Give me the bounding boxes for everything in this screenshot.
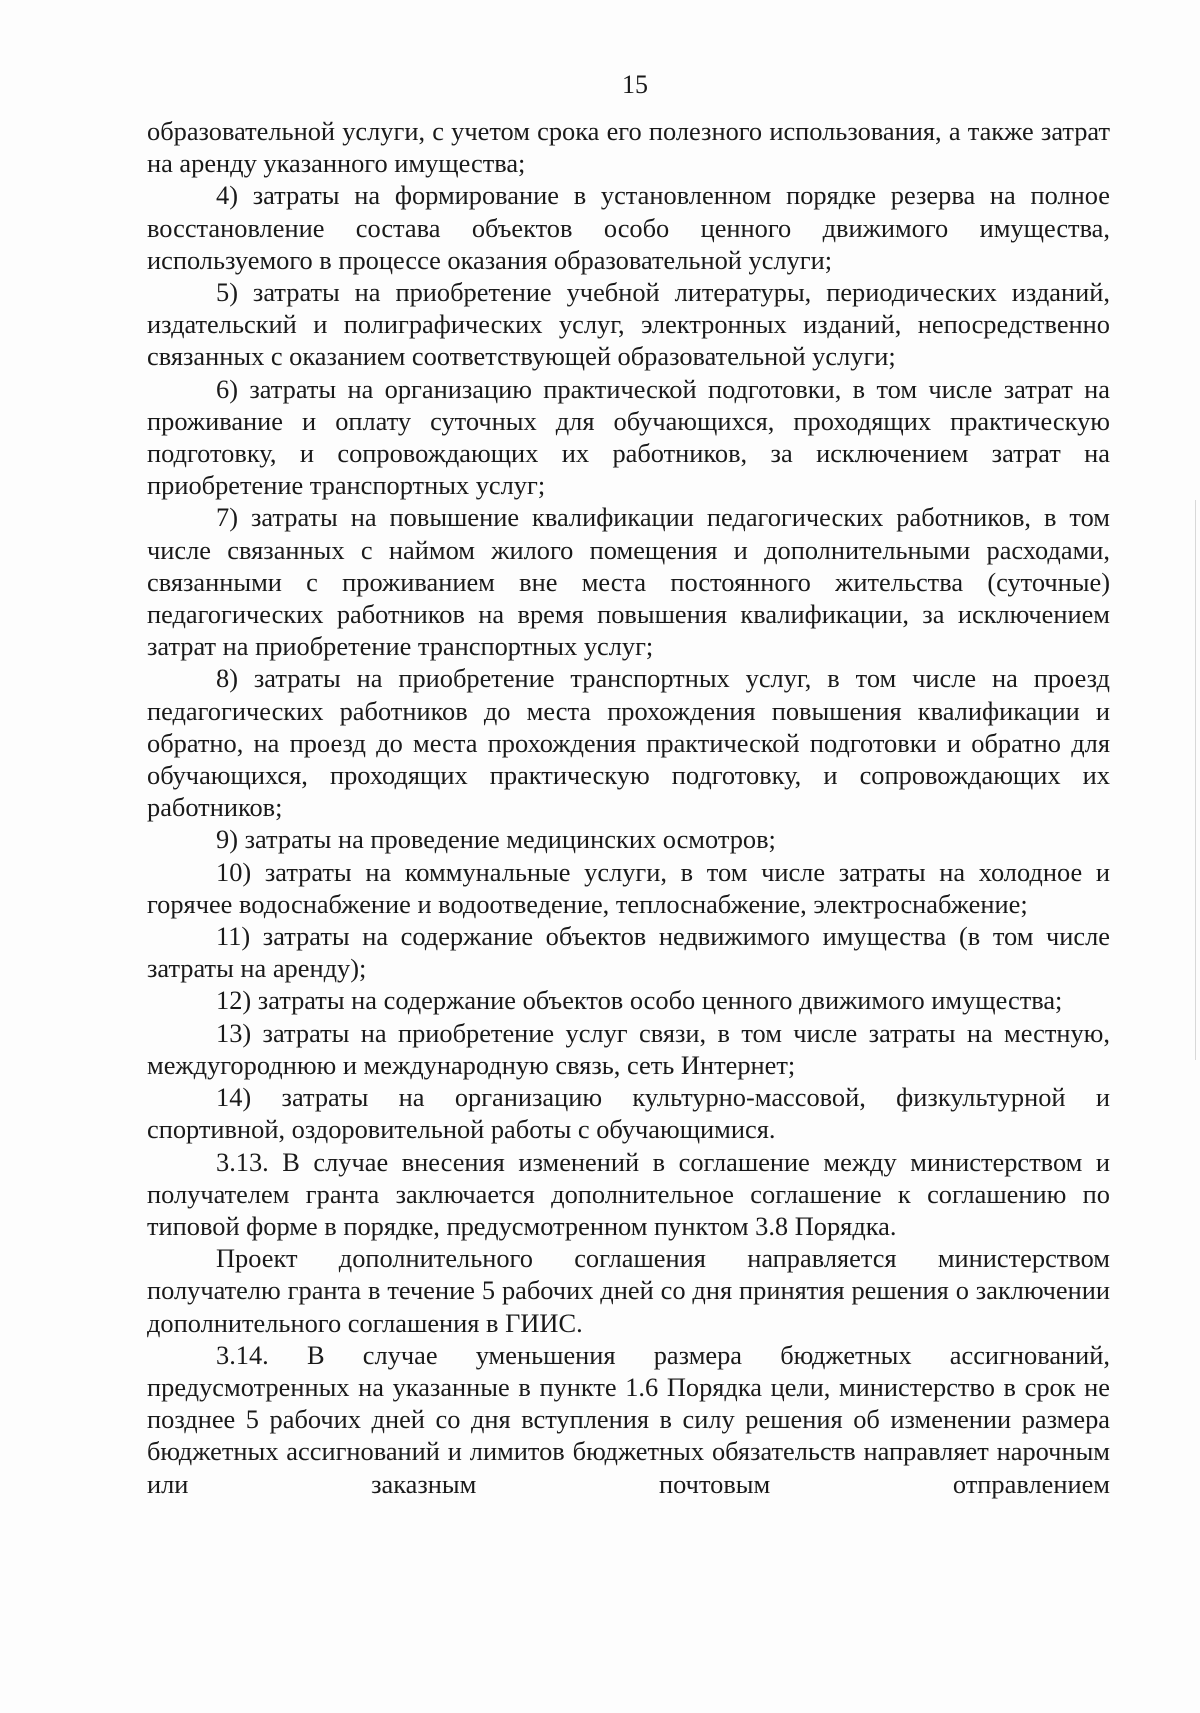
- paragraph-item-5: 5) затраты на приобретение учебной литературы, периодических изданий, издательский и полиграфических услуг, электронных изданий, непосредственно связанных с оказанием соответствующей образовательной услуги;: [147, 277, 1110, 372]
- paragraph-item-9: 9) затраты на проведение медицинских осмотров;: [216, 824, 776, 855]
- paragraph-continuation: образовательной услуги, с учетом срока его полезного использования, а также затрат на аренду указанного имущества;: [147, 116, 1110, 179]
- paragraph-item-7: 7) затраты на повышение квалификации педагогических работников, в том числе связанных с наймом жилого помещения и дополнительными расходами, связанными с проживанием вне места постоянного жительства (суточные) педагогических работников на время повышения квалификации, за исключением затрат на приобретение транспортных услуг;: [147, 502, 1110, 662]
- scan-edge-line: [1195, 500, 1196, 1060]
- paragraph-draft-agreement: Проект дополнительного соглашения направляется министерством получателю гранта в течение 5 рабочих дней со дня принятия решения о заключении дополнительного соглашения в ГИИС.: [147, 1243, 1110, 1338]
- paragraph-item-14: 14) затраты на организацию культурно-массовой, физкультурной и спортивной, оздоровительной работы с обучающимися.: [147, 1082, 1110, 1145]
- page-number: 15: [622, 70, 648, 99]
- paragraph-item-4: 4) затраты на формирование в установленном порядке резерва на полное восстановление состава объектов особо ценного движимого имущества, используемого в процессе оказания образовательной услуги;: [147, 180, 1110, 275]
- paragraph-item-10: 10) затраты на коммунальные услуги, в том числе затраты на холодное и горячее водоснабжение и водоотведение, теплоснабжение, электроснабжение;: [147, 856, 1110, 919]
- paragraph-section-3-14: 3.14. В случае уменьшения размера бюджетных ассигнований, предусмотренных на указанные в пункте 1.6 Порядка цели, министерство в срок не позднее 5 рабочих дней со дня вступления в силу решения об изменении размера бюджетных ассигнований и лимитов бюджетных обязательств направляет нарочным или заказным почтовым отправлением: [147, 1339, 1110, 1499]
- paragraph-item-6: 6) затраты на организацию практической подготовки, в том числе затрат на проживание и оплату суточных для обучающихся, проходящих практическую подготовку, и сопровождающих их работников, за исключением затрат на приобретение транспортных услуг;: [147, 373, 1110, 501]
- paragraph-section-3-13: 3.13. В случае внесения изменений в соглашение между министерством и получателем гранта заключается дополнительное соглашение к соглашению по типовой форме в порядке, предусмотренном пунктом 3.8 Порядка.: [147, 1146, 1110, 1241]
- document-body: [147, 115, 1110, 1500]
- paragraph-item-12: 12) затраты на содержание объектов особо ценного движимого имущества;: [216, 985, 1063, 1016]
- paragraph-item-13: 13) затраты на приобретение услуг связи, в том числе затраты на местную, междугороднюю и международную связь, сеть Интернет;: [147, 1017, 1110, 1080]
- paragraph-item-8: 8) затраты на приобретение транспортных услуг, в том числе на проезд педагогических работников до места прохождения повышения квалификации и обратно, на проезд до места прохождения практической подготовки и обратно для обучающихся, проходящих практическую подготовку, и сопровождающих их работников;: [147, 663, 1110, 823]
- paragraph-item-11: 11) затраты на содержание объектов недвижимого имущества (в том числе затраты на аренду);: [147, 921, 1110, 984]
